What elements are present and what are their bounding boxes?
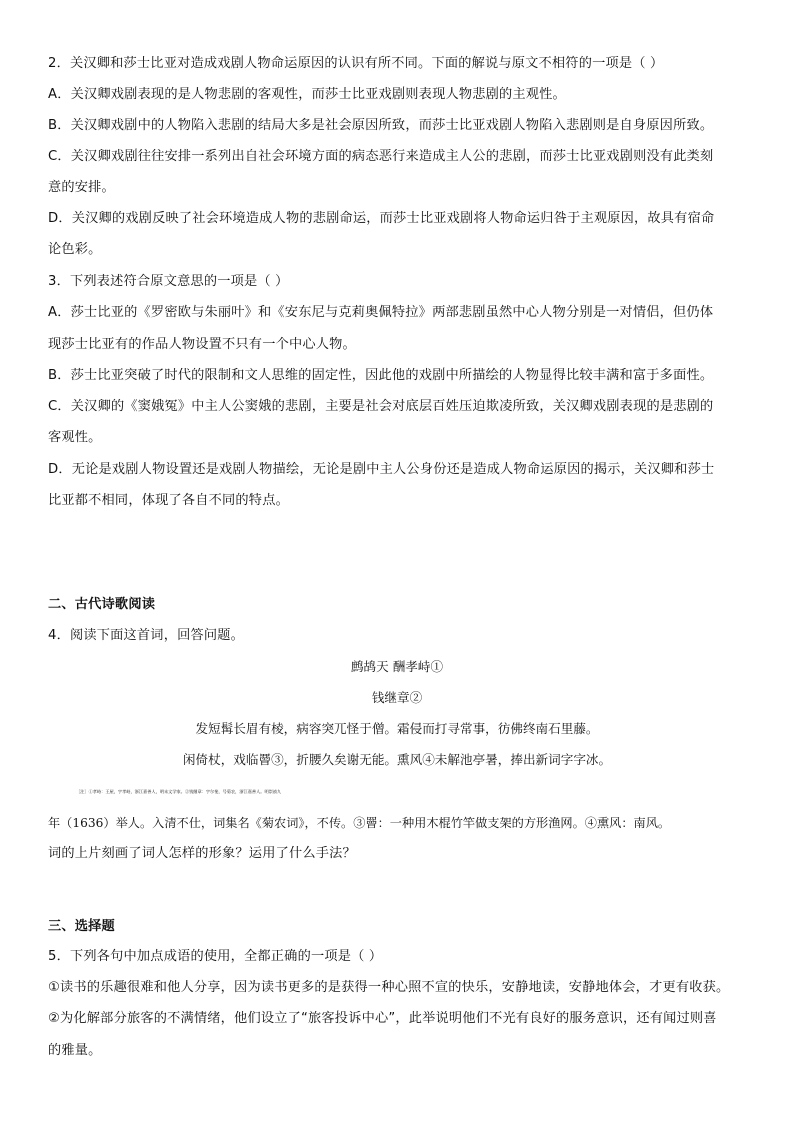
question-2-stem: 2．关汉卿和莎士比亚对造成戏剧人物命运原因的认识有所不同。下面的解说与原文不相符的一项是（ ） [48, 56, 664, 71]
question-3-option-c-line2: 客观性。 [48, 430, 102, 445]
question-2-option-c-line2: 意的安排。 [48, 180, 115, 195]
question-5-sentence-1: ①读书的乐趣很难和他人分享，因为读书更多的是获得一种心照不宣的快乐，安静地读，安静地体会，才更有收获。 [48, 980, 730, 995]
question-4-prompt: 词的上片刻画了词人怎样的形象？运用了什么手法？ [48, 846, 356, 861]
question-5-sentence-2-line1: ②为化解部分旅客的不满情绪，他们设立了“旅客投诉中心”，此举说明他们不光有良好的服务意识，还有闻过则喜 [48, 1011, 717, 1026]
question-3-option-c-line1: C．关汉卿的《窦娥冤》中主人公窦娥的悲剧，主要是社会对底层百姓压迫欺凌所致，关汉卿戏剧表现的是悲剧的 [48, 399, 714, 414]
question-3-stem: 3．下列表述符合原文意思的一项是（ ） [48, 274, 289, 289]
poem-author: 钱继章② [371, 690, 423, 705]
question-4-stem: 4．阅读下面这首词，回答问题。 [48, 628, 245, 643]
section-2-heading: 二、古代诗歌阅读 [48, 597, 156, 612]
question-2-option-d-line2: 论色彩。 [48, 242, 102, 257]
section-3-heading: 三、选择题 [48, 919, 115, 934]
poem-note-line1: ［注］①孝峙：王屋，字孝峙，浙江嘉善人，明末文学家。②钱继章：字尔斐，号菊农，浙江嘉善人。明崇祯九 [76, 789, 282, 794]
question-5-sentence-2-line2: 的雅量。 [48, 1043, 102, 1058]
poem-note-line2: 年（1636）举人。入清不仕，词集名《菊农词》，不传。③罾：一种用木棍竹竿做支架的方形渔网。④熏风：南风。 [48, 816, 671, 830]
poem-title: 鹧鸪天 酬孝峙① [350, 659, 444, 674]
question-3-option-a-line2: 现莎士比亚有的作品人物设置不只有一个中心人物。 [48, 337, 356, 352]
question-3-option-a-line1: A．莎士比亚的《罗密欧与朱丽叶》和《安东尼与克莉奥佩特拉》两部悲剧虽然中心人物分别是一对情侣，但仍体 [48, 305, 714, 320]
question-2-option-d-line1: D．关汉卿的戏剧反映了社会环境造成人物的悲剧命运，而莎士比亚戏剧将人物命运归咎于主观原因，故具有宿命 [48, 211, 715, 226]
question-3-option-b: B．莎士比亚突破了时代的限制和文人思维的固定性，因此他的戏剧中所描绘的人物显得比较丰满和富于多面性。 [48, 368, 714, 383]
question-2-option-b: B．关汉卿戏剧中的人物陷入悲剧的结局大多是社会原因所致，而莎士比亚戏剧人物陷入悲剧则是自身原因所致。 [48, 118, 714, 133]
poem-line-2: 闲倚杖，戏临罾③，折腰久矣谢无能。熏风④未解池亭暑，捧出新词字字冰。 [182, 752, 612, 767]
question-2-option-a: A．关汉卿戏剧表现的是人物悲剧的客观性，而莎士比亚戏剧则表现人物悲剧的主观性。 [48, 87, 566, 102]
question-5-stem: 5．下列各句中加点成语的使用，全都正确的一项是（ ） [48, 949, 383, 964]
question-2-option-c-line1: C．关汉卿戏剧往往安排一系列出自社会环境方面的病态恶行来造成主人公的悲剧，而莎士比亚戏剧则没有此类刻 [48, 149, 714, 164]
question-3-option-d-line1: D．无论是戏剧人物设置还是戏剧人物描绘，无论是剧中主人公身份还是造成人物命运原因的揭示，关汉卿和莎士 [48, 462, 715, 477]
poem-line-1: 发短髯长眉有棱，病容突兀怪于僧。霜侵而打寻常事，彷佛终南石里藤。 [195, 721, 599, 736]
question-3-option-d-line2: 比亚都不相同，体现了各自不同的特点。 [48, 493, 289, 508]
